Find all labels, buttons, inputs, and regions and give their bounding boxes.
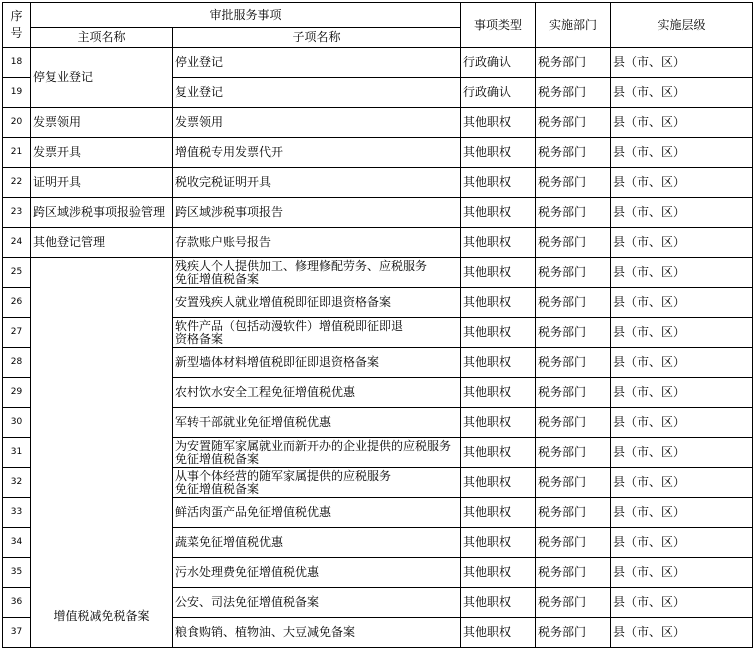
sub-item-cell: 农村饮水安全工程免征增值税优惠 [173, 378, 461, 408]
sub-item-cell: 新型墙体材料增值税即征即退资格备案 [173, 348, 461, 378]
type-cell: 其他职权 [461, 348, 536, 378]
dept-cell: 税务部门 [536, 48, 611, 78]
main-item-cell: 发票领用 [31, 108, 173, 138]
sub-item-cell: 停业登记 [173, 48, 461, 78]
table-row [3, 198, 753, 228]
dept-cell: 税务部门 [536, 198, 611, 228]
type-cell: 行政确认 [461, 48, 536, 78]
level-cell: 县（市、区） [611, 228, 753, 258]
seq-cell: 24 [3, 228, 31, 258]
type-cell: 其他职权 [461, 438, 536, 468]
sub-item-cell: 存款账户账号报告 [173, 228, 461, 258]
level-cell: 县（市、区） [611, 198, 753, 228]
main-item-cell: 证明开具 [31, 168, 173, 198]
type-cell: 其他职权 [461, 498, 536, 528]
seq-cell: 27 [3, 318, 31, 348]
type-cell: 其他职权 [461, 408, 536, 438]
main-item-cell: 停复业登记 [31, 48, 173, 108]
level-cell: 县（市、区） [611, 48, 753, 78]
dept-cell: 税务部门 [536, 588, 611, 618]
level-cell: 县（市、区） [611, 78, 753, 108]
seq-cell: 22 [3, 168, 31, 198]
sub-item-cell: 粮食购销、植物油、大豆减免备案 [173, 618, 461, 648]
level-cell: 县（市、区） [611, 528, 753, 558]
level-cell: 县（市、区） [611, 438, 753, 468]
sub-item-cell: 软件产品（包括动漫软件）增值税即征即退 资格备案 [173, 318, 461, 348]
seq-cell: 23 [3, 198, 31, 228]
seq-cell: 36 [3, 588, 31, 618]
seq-cell: 28 [3, 348, 31, 378]
sub-item-cell: 残疾人个人提供加工、修理修配劳务、应税服务 免征增值税备案 [173, 258, 461, 288]
table-row [3, 108, 753, 138]
dept-cell: 税务部门 [536, 558, 611, 588]
seq-cell: 18 [3, 48, 31, 78]
level-cell: 县（市、区） [611, 108, 753, 138]
type-cell: 其他职权 [461, 558, 536, 588]
level-cell: 县（市、区） [611, 138, 753, 168]
seq-cell: 26 [3, 288, 31, 318]
dept-cell: 税务部门 [536, 468, 611, 498]
seq-cell: 25 [3, 258, 31, 288]
seq-cell: 19 [3, 78, 31, 108]
type-cell: 其他职权 [461, 198, 536, 228]
type-cell: 其他职权 [461, 528, 536, 558]
type-cell: 其他职权 [461, 258, 536, 288]
type-cell: 其他职权 [461, 138, 536, 168]
dept-cell: 税务部门 [536, 258, 611, 288]
dept-cell: 税务部门 [536, 138, 611, 168]
main-item-cell: 增值税减免税备案 [31, 258, 173, 648]
table-row [3, 48, 753, 78]
sub-item-cell: 税收完税证明开具 [173, 168, 461, 198]
level-cell: 县（市、区） [611, 468, 753, 498]
sub-item-cell: 鲜活肉蛋产品免征增值税优惠 [173, 498, 461, 528]
seq-cell: 35 [3, 558, 31, 588]
table-body [3, 48, 753, 648]
sub-item-cell: 跨区域涉税事项报告 [173, 198, 461, 228]
dept-cell: 税务部门 [536, 168, 611, 198]
approval-items-header: 审批服务事项 [31, 3, 461, 28]
sub-item-cell: 公安、司法免征增值税备案 [173, 588, 461, 618]
sub-item-cell: 发票领用 [173, 108, 461, 138]
sub-item-cell: 从事个体经营的随军家属提供的应税服务 免征增值税备案 [173, 468, 461, 498]
type-cell: 其他职权 [461, 588, 536, 618]
seq-cell: 30 [3, 408, 31, 438]
seq-cell: 34 [3, 528, 31, 558]
seq-cell: 20 [3, 108, 31, 138]
main-item-cell: 跨区域涉税事项报验管理 [31, 198, 173, 228]
dept-cell: 税务部门 [536, 288, 611, 318]
type-cell: 其他职权 [461, 378, 536, 408]
sub-item-cell: 增值税专用发票代开 [173, 138, 461, 168]
dept-cell: 税务部门 [536, 378, 611, 408]
type-cell: 其他职权 [461, 288, 536, 318]
table-header [3, 3, 753, 48]
table-row [3, 258, 753, 288]
level-cell: 县（市、区） [611, 408, 753, 438]
main-item-cell: 其他登记管理 [31, 228, 173, 258]
type-cell: 其他职权 [461, 228, 536, 258]
table-row [3, 168, 753, 198]
type-cell: 行政确认 [461, 78, 536, 108]
table-row [3, 138, 753, 168]
sub-item-cell: 复业登记 [173, 78, 461, 108]
dept-cell: 税务部门 [536, 348, 611, 378]
dept-cell: 税务部门 [536, 408, 611, 438]
main-item-header: 主项名称 [31, 28, 173, 48]
level-cell: 县（市、区） [611, 558, 753, 588]
level-cell: 县（市、区） [611, 258, 753, 288]
dept-cell: 税务部门 [536, 318, 611, 348]
header-row-1 [3, 3, 753, 28]
sub-item-cell: 污水处理费免征增值税优惠 [173, 558, 461, 588]
seq-cell: 32 [3, 468, 31, 498]
dept-cell: 税务部门 [536, 108, 611, 138]
dept-cell: 税务部门 [536, 618, 611, 648]
level-cell: 县（市、区） [611, 348, 753, 378]
level-cell: 县（市、区） [611, 618, 753, 648]
sub-item-cell: 蔬菜免征增值税优惠 [173, 528, 461, 558]
type-cell: 其他职权 [461, 108, 536, 138]
level-cell: 县（市、区） [611, 378, 753, 408]
seq-header [3, 3, 31, 48]
level-cell: 县（市、区） [611, 498, 753, 528]
dept-cell: 税务部门 [536, 78, 611, 108]
sub-item-cell: 安置残疾人就业增值税即征即退资格备案 [173, 288, 461, 318]
sub-item-cell: 为安置随军家属就业而新开办的企业提供的应税服务 免征增值税备案 [173, 438, 461, 468]
seq-cell: 33 [3, 498, 31, 528]
seq-cell: 37 [3, 618, 31, 648]
level-cell: 县（市、区） [611, 168, 753, 198]
type-header: 事项类型 [461, 3, 536, 48]
type-cell: 其他职权 [461, 168, 536, 198]
main-item-cell: 发票开具 [31, 138, 173, 168]
dept-cell: 税务部门 [536, 528, 611, 558]
level-header: 实施层级 [611, 3, 753, 48]
dept-cell: 税务部门 [536, 228, 611, 258]
seq-cell: 31 [3, 438, 31, 468]
table-row [3, 228, 753, 258]
type-cell: 其他职权 [461, 468, 536, 498]
level-cell: 县（市、区） [611, 588, 753, 618]
dept-header: 实施部门 [536, 3, 611, 48]
approval-items-table [2, 2, 753, 648]
seq-cell: 21 [3, 138, 31, 168]
type-cell: 其他职权 [461, 318, 536, 348]
type-cell: 其他职权 [461, 618, 536, 648]
sub-item-cell: 军转干部就业免征增值税优惠 [173, 408, 461, 438]
level-cell: 县（市、区） [611, 288, 753, 318]
dept-cell: 税务部门 [536, 498, 611, 528]
seq-cell: 29 [3, 378, 31, 408]
level-cell: 县（市、区） [611, 318, 753, 348]
dept-cell: 税务部门 [536, 438, 611, 468]
seq-header-label: 序号 [10, 9, 23, 40]
sub-item-header: 子项名称 [173, 28, 461, 48]
